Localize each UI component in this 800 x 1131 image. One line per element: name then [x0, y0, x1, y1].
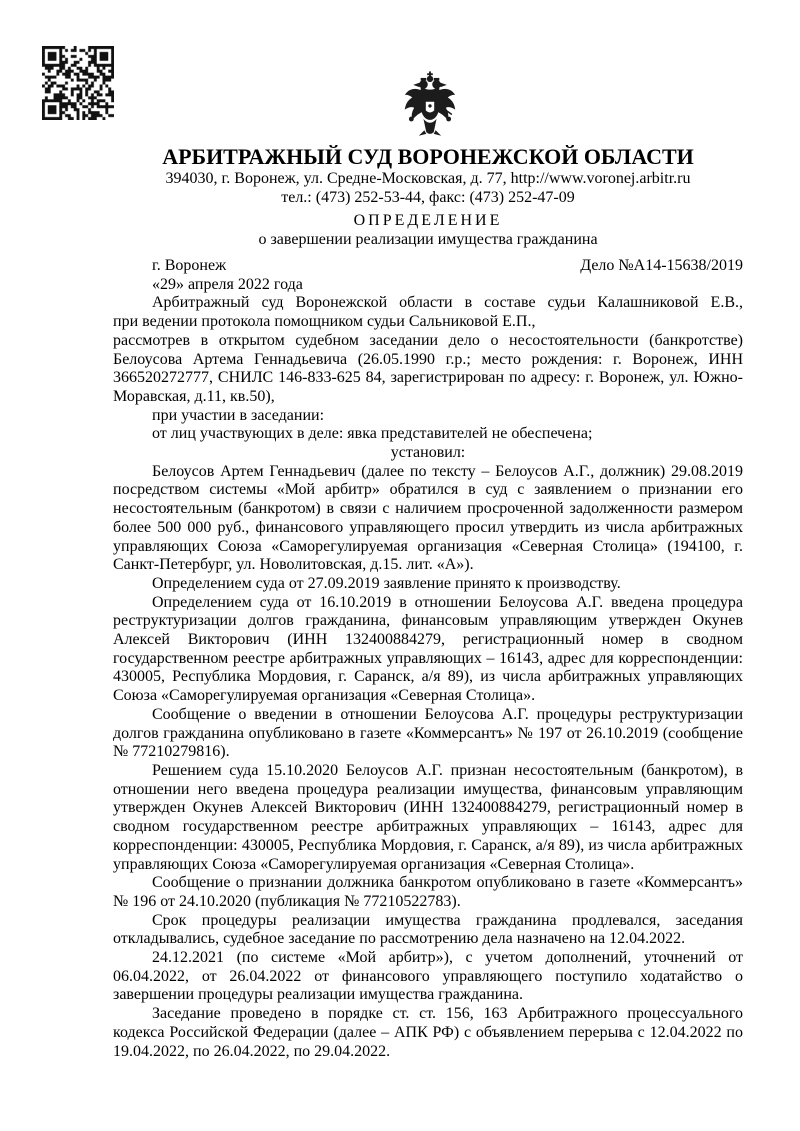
case-date: «29» апреля 2022 года	[152, 275, 303, 293]
body-paragraph: Заседание проведено в порядке ст. ст. 156, 163 Арбитражного процессуального кодекса Российской Федерации (далее – АПК РФ) с объявлением перерыва с 12.04.2022 по 19.04.2022, по 26.04.2022, по 29.04.2022.	[113, 1005, 743, 1060]
resolution-word: установил:	[390, 444, 466, 462]
body-paragraph: Сообщение о введении в отношении Белоусова А.Г. процедуры реструктуризации долгов гражданина опубликовано в газете «Коммерсантъ» № 197 от 26.10.2019 (сообщение № 77210279816).	[113, 705, 743, 761]
court-address: 394030, г. Воронеж, ул. Средне-Московская, д. 77, http://www.voronej.arbitr.ru	[165, 170, 691, 187]
body-paragraph: Сообщение о признании должника банкротом опубликовано в газете «Коммерсантъ» № 196 от 24.10.2020 (публикация № 77210522783).	[113, 874, 743, 910]
body-paragraph: Белоусов Артем Геннадьевич (далее по тексту – Белоусов А.Г., должник) 29.08.2019 посредством системы «Мой арбитр» обратился в суд с заявлением о признании его несостоятельным (банкротом) в связи с наличием просроченной задолженности размером более 500 000 руб., финансового управляющего просил утвердить из числа арбитражных управляющих Союза «Саморегулируемая организация «Северная Столица» (194100, г. Санкт-Петербург, ул. Новолитовская, д.15. лит. «А»).	[113, 462, 743, 574]
qr-code	[42, 46, 114, 120]
judge-composition-line: Арбитражный суд Воронежской области в составе судьи Калашниковой Е.В.,	[152, 294, 743, 312]
body-paragraph: Срок процедуры реализации имущества гражданина продлевался, заседания откладывались, судебное заседание по рассмотрению дела назначено на 12.04.2022.	[113, 911, 743, 948]
case-description: рассмотрев в открытом судебном заседании дело о несостоятельности (банкротстве) Белоусова Артема Геннадьевича (26.05.1990 г.р.; место рождения: г. Воронеж, ИНН 366520272777, СНИЛС 146-833-625 84, зарегистрирован по адресу: г. Воронеж, ул. Южно-Моравская, д.11, кв.50),	[113, 331, 743, 405]
case-info-row	[113, 257, 743, 276]
attendance-line: от лиц участвующих в деле: явка представителей не обеспечена;	[152, 425, 593, 443]
body-paragraph: Определением суда от 16.10.2019 в отношении Белоусова А.Г. введена процедура реструктуризации долгов гражданина, финансовым управляющим утвержден Окунев Алексей Викторович (ИНН 132400884279, регистрационный номер в сводном государственном реестре арбитражных управляющих – 16143, адрес для корреспонденции: 430005, Республика Мордовия, г. Саранск, а/я 89), из числа арбитражных управляющих Союза «Саморегулируемая организация «Северная Столица».	[113, 593, 743, 705]
coat-of-arms-emblem	[402, 70, 458, 140]
court-phone-fax: тел.: (473) 252-53-44, факс: (473) 252-47-09	[281, 189, 575, 206]
case-number: Дело №А14-15638/2019	[580, 257, 743, 274]
body-paragraph: 24.12.2021 (по системе «Мой арбитр»), с учетом дополнений, уточнений от 06.04.2022, от 26.04.2022 от финансового управляющего поступило ходатайство о завершении процедуры реализации имущества гражданина.	[113, 949, 743, 1004]
clerk-line: при ведении протокола помощником судьи Сальниковой Е.П.,	[113, 313, 536, 331]
attendance-header: при участии в заседании:	[152, 406, 325, 424]
case-city: г. Воронеж	[152, 257, 227, 274]
body-paragraph: Определением суда от 27.09.2019 заявление принято к производству.	[152, 574, 621, 592]
document-body	[113, 145, 743, 1061]
court-name: АРБИТРАЖНЫЙ СУД ВОРОНЕЖСКОЙ ОБЛАСТИ	[162, 144, 694, 169]
body-paragraph: Решением суда 15.10.2020 Белоусов А.Г. признан несостоятельным (банкротом), в отношении него введена процедура реализации имущества, финансовым управляющим утвержден Окунев Алексей Викторович (ИНН 132400884279, регистрационный номер в сводном государственном реестре арбитражных управляющих – 16143, адрес для корреспонденции: 430005, Республика Мордовия, г. Саранск, а/я 89), из числа арбитражных управляющих Союза «Саморегулируемая организация «Северная Столица».	[113, 761, 743, 873]
document-type-title: ОПРЕДЕЛЕНИЕ	[353, 212, 503, 229]
document-subject: о завершении реализации имущества гражданина	[258, 231, 598, 248]
